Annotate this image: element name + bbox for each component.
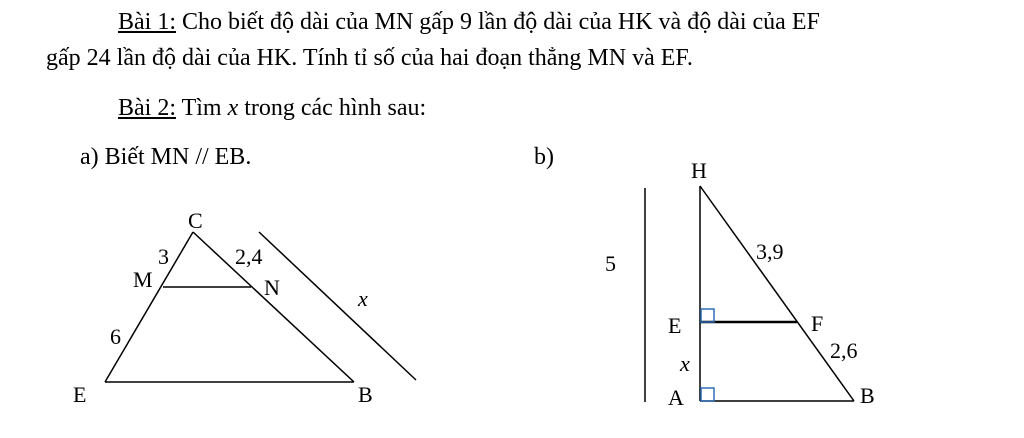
right-angle-E — [701, 309, 714, 322]
label-a-N: N — [264, 275, 280, 300]
length-b-x: x — [680, 351, 690, 376]
figure-a-labels — [73, 208, 373, 407]
bai1-label: Bài 1: — [118, 9, 176, 35]
length-a-ME: 6 — [110, 324, 121, 349]
bai2-text-before: Tìm — [176, 95, 228, 121]
label-a-B: B — [358, 382, 373, 407]
right-angle-A — [701, 388, 714, 401]
bai1-text-1: Cho biết độ dài của MN gấp 9 lần độ dài của HK và độ dài của EF — [176, 9, 820, 35]
length-b-FB: 2,6 — [830, 338, 858, 363]
part-b-caption: b) — [534, 144, 554, 170]
label-b-H: H — [691, 158, 707, 183]
bai2-label: Bài 2: — [118, 95, 176, 121]
part-a-caption: a) Biết MN // EB. — [80, 144, 252, 170]
length-b-HA: 5 — [605, 251, 616, 276]
bai2-var: x — [227, 95, 239, 121]
figure-b — [645, 186, 854, 402]
parallel-line-x — [259, 232, 416, 380]
label-b-A: A — [668, 385, 684, 410]
length-a-x: x — [358, 286, 368, 311]
length-b-HF: 3,9 — [756, 239, 784, 264]
label-a-M: M — [133, 267, 153, 292]
bai2-text-after: trong các hình sau: — [238, 95, 427, 121]
label-a-C: C — [188, 208, 203, 233]
label-b-F: F — [811, 311, 824, 336]
label-a-E: E — [73, 382, 87, 407]
length-a-CN: 2,4 — [235, 244, 263, 269]
length-a-CM: 3 — [158, 244, 169, 269]
segment-CE — [105, 232, 193, 382]
bai1-line2: gấp 24 lần độ dài của HK. Tính tỉ số của hai đoạn thẳng MN và EF. — [46, 45, 693, 71]
label-b-E: E — [668, 313, 682, 338]
label-b-B: B — [860, 383, 875, 408]
segment-HB — [700, 186, 854, 401]
segment-CB — [193, 232, 354, 382]
